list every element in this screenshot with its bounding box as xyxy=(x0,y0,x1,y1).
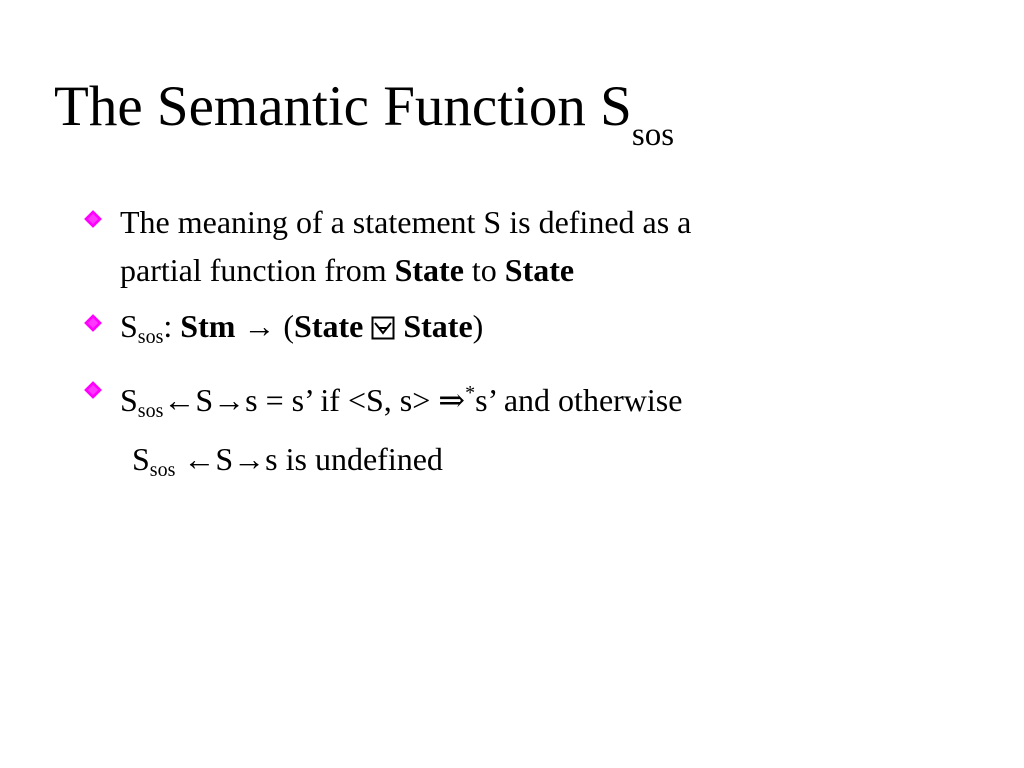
bullet-3-sos-subscript: sos xyxy=(137,400,164,422)
bullet-2-sos-subscript: sos xyxy=(137,326,164,348)
diamond-bullet-icon xyxy=(84,210,102,228)
left-arrow-icon: ← xyxy=(175,441,216,477)
bullet-2-stm: Stm xyxy=(180,308,236,344)
bullet-2-s: S xyxy=(120,308,138,344)
bullet-3-star: * xyxy=(465,382,476,404)
bullet-2-line-1 xyxy=(120,302,944,361)
bullet-2-close: ) xyxy=(472,308,484,344)
title-text: The Semantic Function S xyxy=(54,75,632,138)
bullet-3-s: S xyxy=(120,382,138,418)
bullet-2-colon: : xyxy=(163,308,181,344)
bullet-3-l2-statement: S xyxy=(215,441,234,477)
bullet-2-state-1: State xyxy=(294,308,364,344)
bullet-list xyxy=(84,198,944,502)
bullet-3-l2-s: S xyxy=(132,441,150,477)
title-subscript: sos xyxy=(631,117,675,153)
bullet-item-1 xyxy=(84,198,944,294)
bullet-1-line-1: The meaning of a statement S is defined as a xyxy=(120,204,692,240)
bullet-1-to: to xyxy=(463,252,505,288)
bullet-3-line-2 xyxy=(120,435,944,494)
bullet-3-text-2: s’ and otherwise xyxy=(475,382,683,418)
bullet-3-text-1: s = s’ if <S, s> xyxy=(245,382,439,418)
bullet-3-line-1 xyxy=(120,369,944,435)
left-arrow-icon: ← xyxy=(163,382,196,418)
bullet-item-3 xyxy=(84,369,944,494)
implies-icon: ⇒ xyxy=(438,382,466,418)
right-arrow-icon: → xyxy=(213,382,246,418)
bullet-1-state-to: State xyxy=(504,252,575,288)
bullet-3-l2-sos-subscript: sos xyxy=(149,459,176,481)
bullet-3-l2-text: s is undefined xyxy=(265,441,443,477)
bullet-2-arrow: → ( xyxy=(235,308,295,344)
bullet-1-prefix: partial function from xyxy=(120,252,395,288)
slide-title xyxy=(54,75,675,153)
bullet-1-line-2 xyxy=(120,246,944,294)
diamond-bullet-icon xyxy=(84,314,102,332)
right-arrow-icon: → xyxy=(233,441,266,477)
bullet-3-statement: S xyxy=(195,382,214,418)
partial-function-arrow-icon xyxy=(371,316,395,340)
bullet-1-state-from: State xyxy=(394,252,464,288)
bullet-2-state-2: State xyxy=(395,308,473,344)
bullet-item-2 xyxy=(84,302,944,361)
diamond-bullet-icon xyxy=(84,381,102,399)
